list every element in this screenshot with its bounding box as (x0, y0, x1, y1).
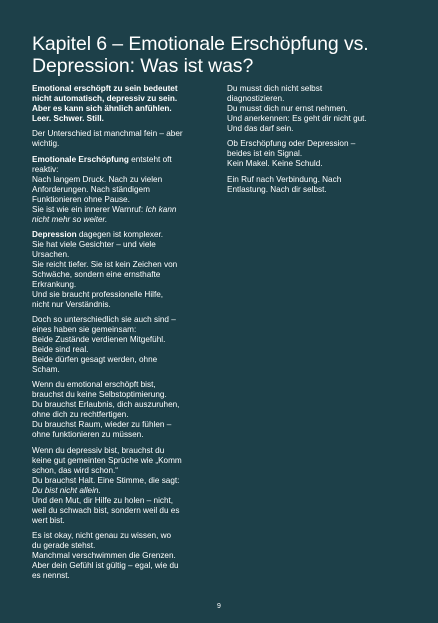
text-line: nicht nur Verständnis. (32, 299, 111, 309)
depression-paragraph (32, 230, 216, 310)
chapter-title-line-2: Depression: Was ist was? (32, 55, 254, 77)
italic-quote: nicht mehr so weiter. (32, 214, 108, 224)
text-line: Ein Ruf nach Verbindung. Nach (227, 174, 342, 184)
text-line: Schwäche, sondern eine ernsthafte (32, 269, 161, 279)
text-line: wichtig. (32, 139, 60, 149)
intro-paragraph (32, 84, 216, 124)
text-run: dagegen ist komplexer. (76, 229, 164, 239)
text-line: Nach langem Druck. Nach zu vielen (32, 174, 163, 184)
text-line: du gerade stehst. (32, 541, 96, 551)
exhaustion-paragraph (32, 155, 216, 225)
text-line: Sie hat viele Gesichter – und viele (32, 239, 156, 249)
text-line: Entlastung. Nach dir selbst. (227, 184, 327, 194)
text-line: wert bist. (32, 515, 65, 525)
text-line: Du musst dich nur ernst nehmen. (227, 104, 348, 113)
text-line: nicht automatisch, depressiv zu sein. (32, 94, 178, 103)
text-line: Scham. (32, 365, 60, 375)
text-line: Beide Zustände verdienen Mitgefühl. (32, 335, 166, 345)
text-line: Ursachen. (32, 249, 70, 259)
text-line: keine gut gemeinten Sprüche wie „Komm (32, 455, 182, 465)
text-line: Funktionieren ohne Pause. (32, 194, 130, 204)
text-line: Kein Makel. Keine Schuld. (227, 159, 323, 169)
exhausted-needs-paragraph (32, 380, 216, 440)
italic-quote: Du bist nicht allein. (32, 485, 101, 495)
text-line: Und den Mut, dir Hilfe zu holen – nicht, (32, 495, 174, 505)
text-line: Beide sind real. (32, 345, 89, 355)
italic-quote: Ich kann (145, 204, 177, 214)
text-line: Beide dürfen gesagt werden, ohne (32, 355, 158, 365)
text-line: Der Unterschied ist manchmal fein – aber (32, 129, 183, 139)
chapter-title-line-1: Kapitel 6 – Emotionale Erschöpfung vs. (32, 33, 369, 55)
text-line: Erkrankung. (32, 279, 77, 289)
text-line (32, 205, 216, 215)
self-diagnosis-paragraph (227, 84, 411, 134)
text-line: brauchst du keine Selbstoptimierung. (32, 390, 167, 400)
text-line (32, 230, 216, 240)
term-depression: Depression (32, 229, 77, 239)
right-column (227, 84, 411, 200)
text-line: Und sie braucht professionelle Hilfe, (32, 289, 164, 299)
text-line: Sie reicht tiefer. Sie ist kein Zeichen von (32, 259, 178, 269)
text-line: Ob Erschöpfung oder Depression – (227, 139, 356, 149)
text-line (32, 155, 216, 165)
connection-paragraph (227, 175, 411, 195)
text-line: Emotional erschöpft zu sein bedeutet (32, 84, 178, 93)
text-line: Es ist okay, nicht genau zu wissen, wo (32, 531, 172, 541)
page-number: 9 (217, 603, 221, 610)
chapter-title (32, 33, 412, 77)
text-line: beides ist ein Signal. (227, 149, 303, 159)
text-line: weil du schwach bist, sondern weil du es (32, 505, 180, 515)
text-line: reaktiv: (32, 164, 59, 174)
difference-paragraph (32, 129, 216, 149)
text-line: ohne funktionieren zu müssen. (32, 430, 144, 440)
text-line: Aber dein Gefühl ist gültig – egal, wie du (32, 561, 179, 571)
text-line: es nennst. (32, 571, 70, 581)
text-run: entsteht oft (128, 154, 172, 164)
text-line: Wenn du depressiv bist, brauchst du (32, 445, 165, 455)
text-line: Und das darf sein. (227, 124, 294, 133)
text-line: Leer. Schwer. Still. (32, 114, 104, 123)
term-emotionale-erschoepfung: Emotionale Erschöpfung (32, 154, 129, 164)
text-line: eines haben sie gemeinsam: (32, 325, 137, 335)
text-line: Wenn du emotional erschöpft bist, (32, 380, 156, 390)
uncertainty-paragraph (32, 531, 216, 581)
text-line: Du musst dich nicht selbst (227, 84, 323, 93)
text-line: ohne dich zu rechtfertigen. (32, 410, 129, 420)
text-run: Sie ist wie ein innerer Warnruf: (32, 204, 146, 214)
text-line: diagnostizieren. (227, 94, 285, 103)
common-paragraph (32, 315, 216, 375)
text-line: Doch so unterschiedlich sie auch sind – (32, 315, 176, 325)
text-line: Und anerkennen: Es geht dir nicht gut. (227, 114, 367, 123)
text-line: Manchmal verschwimmen die Grenzen. (32, 551, 176, 561)
left-column (32, 84, 216, 586)
depressed-needs-paragraph (32, 446, 216, 526)
text-line: schon, das wird schon.“ (32, 465, 119, 475)
text-line: Du brauchst Halt. Eine Stimme, die sagt: (32, 475, 180, 485)
text-line: Anforderungen. Nach ständigem (32, 184, 150, 194)
signal-paragraph (227, 139, 411, 169)
text-line: Du brauchst Erlaubnis, dich auszuruhen, (32, 400, 180, 410)
text-line: Du brauchst Raum, wieder zu fühlen – (32, 420, 172, 430)
text-line: Aber es kann sich ähnlich anfühlen. (32, 104, 172, 113)
